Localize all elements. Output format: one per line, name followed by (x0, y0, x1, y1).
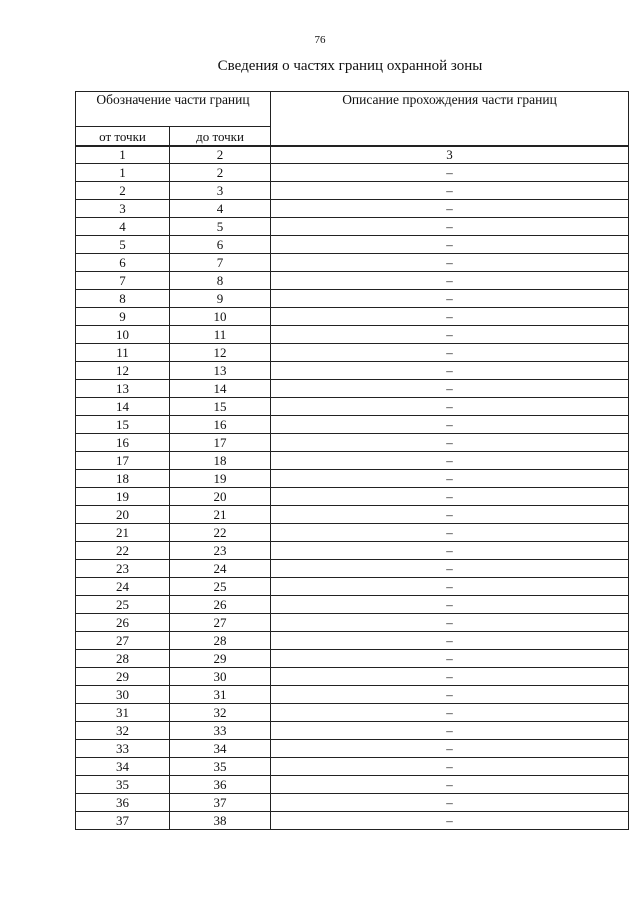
from-point-cell: 18 (76, 470, 170, 488)
from-point-cell: 10 (76, 326, 170, 344)
to-point-cell: 15 (170, 398, 271, 416)
to-point-cell: 30 (170, 668, 271, 686)
document-title: Сведения о частях границ охранной зоны (217, 58, 483, 74)
table-row (76, 272, 629, 290)
from-point-cell: 26 (76, 614, 170, 632)
table-row (76, 470, 629, 488)
page-number: 76 (314, 34, 326, 46)
to-point-cell: 31 (170, 686, 271, 704)
table-row (76, 182, 629, 200)
description-cell: – (271, 434, 629, 452)
table-row (76, 542, 629, 560)
description-cell: – (271, 470, 629, 488)
description-cell: – (271, 506, 629, 524)
to-point-cell: 17 (170, 434, 271, 452)
table-row (76, 704, 629, 722)
to-point-cell: 8 (170, 272, 271, 290)
table-row (76, 776, 629, 794)
boundary-parts-table (75, 91, 629, 830)
to-point-cell: 12 (170, 344, 271, 362)
header-boundary-designation: Обозначение части границ (76, 92, 271, 127)
description-cell: – (271, 596, 629, 614)
from-point-cell: 4 (76, 218, 170, 236)
to-point-cell: 14 (170, 380, 271, 398)
description-cell: – (271, 326, 629, 344)
table-row (76, 740, 629, 758)
to-point-cell: 2 (170, 164, 271, 182)
table-row (76, 218, 629, 236)
description-cell: – (271, 776, 629, 794)
description-cell: – (271, 614, 629, 632)
from-point-cell: 6 (76, 254, 170, 272)
table-row (76, 794, 629, 812)
from-point-cell: 24 (76, 578, 170, 596)
description-cell: – (271, 452, 629, 470)
description-cell: – (271, 722, 629, 740)
to-point-cell: 33 (170, 722, 271, 740)
description-cell: – (271, 632, 629, 650)
table-row (76, 434, 629, 452)
to-point-cell: 21 (170, 506, 271, 524)
table-row (76, 326, 629, 344)
from-point-cell: 21 (76, 524, 170, 542)
table-row (76, 200, 629, 218)
table-row (76, 632, 629, 650)
from-point-cell: 15 (76, 416, 170, 434)
description-cell: – (271, 524, 629, 542)
to-point-cell: 34 (170, 740, 271, 758)
to-point-cell: 6 (170, 236, 271, 254)
description-cell: – (271, 542, 629, 560)
from-point-cell: 30 (76, 686, 170, 704)
table-row (76, 362, 629, 380)
table-row (76, 416, 629, 434)
to-point-cell: 32 (170, 704, 271, 722)
from-point-cell: 36 (76, 794, 170, 812)
table-row (76, 596, 629, 614)
table-row (76, 308, 629, 326)
from-point-cell: 35 (76, 776, 170, 794)
from-point-cell: 2 (76, 182, 170, 200)
column-number: 3 (271, 146, 629, 164)
to-point-cell: 18 (170, 452, 271, 470)
to-point-cell: 37 (170, 794, 271, 812)
description-cell: – (271, 650, 629, 668)
header-description: Описание прохождения части границ (271, 92, 629, 147)
from-point-cell: 5 (76, 236, 170, 254)
to-point-cell: 22 (170, 524, 271, 542)
description-cell: – (271, 218, 629, 236)
header-to-point: до точки (170, 127, 271, 147)
to-point-cell: 35 (170, 758, 271, 776)
to-point-cell: 38 (170, 812, 271, 830)
from-point-cell: 19 (76, 488, 170, 506)
table-row (76, 254, 629, 272)
table-row (76, 164, 629, 182)
table-row (76, 344, 629, 362)
from-point-cell: 37 (76, 812, 170, 830)
from-point-cell: 31 (76, 704, 170, 722)
description-cell: – (271, 578, 629, 596)
to-point-cell: 27 (170, 614, 271, 632)
description-cell: – (271, 272, 629, 290)
from-point-cell: 16 (76, 434, 170, 452)
table-row (76, 650, 629, 668)
to-point-cell: 16 (170, 416, 271, 434)
to-point-cell: 20 (170, 488, 271, 506)
to-point-cell: 29 (170, 650, 271, 668)
from-point-cell: 33 (76, 740, 170, 758)
table-row (76, 686, 629, 704)
from-point-cell: 17 (76, 452, 170, 470)
to-point-cell: 23 (170, 542, 271, 560)
to-point-cell: 11 (170, 326, 271, 344)
table-row (76, 758, 629, 776)
from-point-cell: 32 (76, 722, 170, 740)
to-point-cell: 26 (170, 596, 271, 614)
from-point-cell: 3 (76, 200, 170, 218)
from-point-cell: 14 (76, 398, 170, 416)
description-cell: – (271, 200, 629, 218)
table-row (76, 488, 629, 506)
description-cell: – (271, 704, 629, 722)
description-cell: – (271, 380, 629, 398)
description-cell: – (271, 794, 629, 812)
to-point-cell: 3 (170, 182, 271, 200)
to-point-cell: 28 (170, 632, 271, 650)
to-point-cell: 24 (170, 560, 271, 578)
table-row (76, 722, 629, 740)
to-point-cell: 36 (170, 776, 271, 794)
from-point-cell: 27 (76, 632, 170, 650)
table-row (76, 614, 629, 632)
from-point-cell: 1 (76, 164, 170, 182)
from-point-cell: 25 (76, 596, 170, 614)
to-point-cell: 7 (170, 254, 271, 272)
description-cell: – (271, 812, 629, 830)
column-number: 2 (170, 146, 271, 164)
description-cell: – (271, 398, 629, 416)
description-cell: – (271, 488, 629, 506)
table-row (76, 380, 629, 398)
to-point-cell: 10 (170, 308, 271, 326)
from-point-cell: 12 (76, 362, 170, 380)
from-point-cell: 20 (76, 506, 170, 524)
description-cell: – (271, 758, 629, 776)
from-point-cell: 28 (76, 650, 170, 668)
column-number-row (76, 146, 629, 164)
description-cell: – (271, 182, 629, 200)
from-point-cell: 13 (76, 380, 170, 398)
description-cell: – (271, 236, 629, 254)
header-from-point: от точки (76, 127, 170, 147)
table-row (76, 668, 629, 686)
description-cell: – (271, 560, 629, 578)
from-point-cell: 22 (76, 542, 170, 560)
table-row (76, 524, 629, 542)
from-point-cell: 11 (76, 344, 170, 362)
description-cell: – (271, 290, 629, 308)
description-cell: – (271, 686, 629, 704)
to-point-cell: 5 (170, 218, 271, 236)
table-row (76, 506, 629, 524)
description-cell: – (271, 344, 629, 362)
description-cell: – (271, 740, 629, 758)
description-cell: – (271, 254, 629, 272)
description-cell: – (271, 668, 629, 686)
table-row (76, 560, 629, 578)
description-cell: – (271, 416, 629, 434)
table-row (76, 290, 629, 308)
table-row (76, 236, 629, 254)
table-row (76, 398, 629, 416)
from-point-cell: 23 (76, 560, 170, 578)
from-point-cell: 29 (76, 668, 170, 686)
table-row (76, 452, 629, 470)
description-cell: – (271, 164, 629, 182)
from-point-cell: 34 (76, 758, 170, 776)
from-point-cell: 9 (76, 308, 170, 326)
table-row (76, 578, 629, 596)
to-point-cell: 19 (170, 470, 271, 488)
table-row (76, 812, 629, 830)
to-point-cell: 25 (170, 578, 271, 596)
to-point-cell: 4 (170, 200, 271, 218)
to-point-cell: 13 (170, 362, 271, 380)
column-number: 1 (76, 146, 170, 164)
description-cell: – (271, 362, 629, 380)
to-point-cell: 9 (170, 290, 271, 308)
from-point-cell: 7 (76, 272, 170, 290)
description-cell: – (271, 308, 629, 326)
from-point-cell: 8 (76, 290, 170, 308)
